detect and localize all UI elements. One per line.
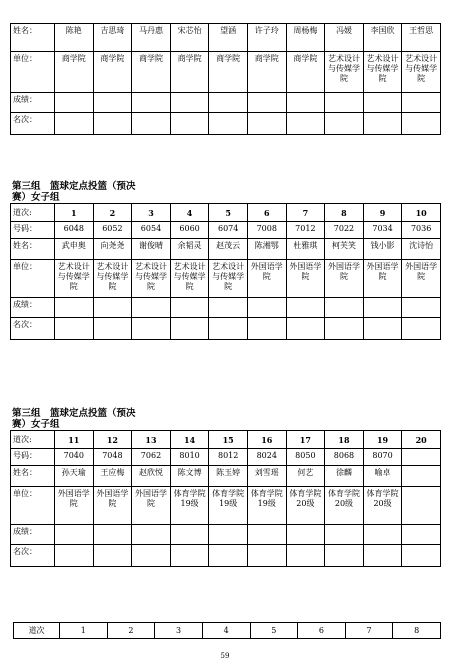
table-cell xyxy=(132,113,171,135)
table-cell xyxy=(55,113,94,135)
table-cell: 艺术设计与传媒学院 xyxy=(209,260,248,298)
table-cell xyxy=(209,93,248,113)
table-row xyxy=(11,318,441,340)
table-cell: 杜雅琪 xyxy=(286,239,325,260)
table-cell xyxy=(247,298,286,318)
table-cell: 何艺 xyxy=(286,466,325,487)
table-cell: 商学院 xyxy=(93,52,132,93)
table-cell: 8068 xyxy=(325,449,364,466)
row-label: 姓名： xyxy=(11,466,55,487)
table-cell xyxy=(325,298,364,318)
table-cell: 艺术设计与传媒学院 xyxy=(402,52,441,93)
table-cell: 陈文博 xyxy=(170,466,209,487)
table-cell xyxy=(402,545,441,567)
table-cell xyxy=(247,525,286,545)
table-cell: 商学院 xyxy=(55,52,94,93)
table-cell: 武申奥 xyxy=(55,239,94,260)
table-cell xyxy=(170,93,209,113)
lane-header-next-table xyxy=(13,622,441,639)
lane-number: 15 xyxy=(209,431,248,449)
table-row xyxy=(11,239,441,260)
table-row xyxy=(11,113,441,135)
table-cell: 6048 xyxy=(55,222,94,239)
table-cell xyxy=(402,466,441,487)
table-cell: 6054 xyxy=(132,222,171,239)
table-cell: 6060 xyxy=(170,222,209,239)
table-row xyxy=(11,525,441,545)
table-cell: 商学院 xyxy=(170,52,209,93)
table-cell xyxy=(93,93,132,113)
table-cell: 8050 xyxy=(286,449,325,466)
row-label: 成绩： xyxy=(11,93,55,113)
table-cell xyxy=(286,113,325,135)
table-cell: 艺术设计与传媒学院 xyxy=(325,52,364,93)
lane-number: 5 xyxy=(250,623,298,639)
lane-number: 3 xyxy=(132,204,171,222)
lane-number: 7 xyxy=(286,204,325,222)
table-cell: 孙天瑜 xyxy=(55,466,94,487)
section-title-group3-b xyxy=(12,408,212,430)
table-row xyxy=(11,260,441,298)
table-cell xyxy=(402,525,441,545)
table-cell: 7036 xyxy=(402,222,441,239)
lane-label: 道次: xyxy=(11,431,55,449)
lane-number: 5 xyxy=(209,204,248,222)
table-cell: 7034 xyxy=(363,222,402,239)
row-label: 姓名： xyxy=(11,24,55,52)
table-cell: 外国语学院 xyxy=(325,260,364,298)
table-cell: 外国语学院 xyxy=(286,260,325,298)
roster-table-lanes-1-10 xyxy=(10,203,441,340)
row-label: 单位： xyxy=(11,260,55,298)
table-cell xyxy=(363,525,402,545)
table-cell xyxy=(209,318,248,340)
table-cell: 7008 xyxy=(247,222,286,239)
table-cell: 许子玲 xyxy=(247,24,286,52)
table-cell: 商学院 xyxy=(209,52,248,93)
table-cell xyxy=(247,113,286,135)
table-cell xyxy=(132,525,171,545)
lane-label: 道次: xyxy=(11,204,55,222)
table-cell: 沈诗怡 xyxy=(402,239,441,260)
row-label: 姓名： xyxy=(11,239,55,260)
lane-number: 3 xyxy=(155,623,203,639)
table-cell: 体育学院19级 xyxy=(247,487,286,525)
lane-label: 道次 xyxy=(14,623,60,639)
table-cell xyxy=(402,487,441,525)
lane-number: 7 xyxy=(345,623,393,639)
table-cell xyxy=(132,545,171,567)
table-cell xyxy=(93,113,132,135)
table-cell: 体育学院20级 xyxy=(325,487,364,525)
table-cell xyxy=(325,93,364,113)
table-cell: 外国语学院 xyxy=(132,487,171,525)
lane-number: 6 xyxy=(247,204,286,222)
table-cell: 艺术设计与传媒学院 xyxy=(55,260,94,298)
table-cell xyxy=(325,545,364,567)
lane-number: 4 xyxy=(170,204,209,222)
table-cell xyxy=(55,545,94,567)
lane-number: 10 xyxy=(402,204,441,222)
table-cell xyxy=(363,113,402,135)
table-cell xyxy=(170,298,209,318)
row-label: 名次： xyxy=(11,545,55,567)
table-cell: 徐麟 xyxy=(325,466,364,487)
table-cell xyxy=(325,525,364,545)
table-cell: 宋芯怡 xyxy=(170,24,209,52)
table-cell: 8070 xyxy=(363,449,402,466)
table-cell: 艺术设计与传媒学院 xyxy=(132,260,171,298)
table-row xyxy=(11,545,441,567)
row-label: 成绩： xyxy=(11,298,55,318)
table-cell xyxy=(55,525,94,545)
table-row xyxy=(11,466,441,487)
table-cell: 艺术设计与传媒学院 xyxy=(170,260,209,298)
table-cell xyxy=(132,93,171,113)
table-cell xyxy=(402,298,441,318)
table-cell xyxy=(286,93,325,113)
table-cell xyxy=(325,318,364,340)
lane-number: 18 xyxy=(325,431,364,449)
table-cell xyxy=(93,545,132,567)
row-label: 单位： xyxy=(11,487,55,525)
table-cell: 望涵 xyxy=(209,24,248,52)
table-cell: 周杨梅 xyxy=(286,24,325,52)
lane-number: 19 xyxy=(363,431,402,449)
table-cell: 7040 xyxy=(55,449,94,466)
table-cell xyxy=(363,93,402,113)
table-cell: 谢俊晴 xyxy=(132,239,171,260)
table-cell xyxy=(363,298,402,318)
lane-number: 9 xyxy=(363,204,402,222)
table-cell: 商学院 xyxy=(132,52,171,93)
table-cell: 钱小影 xyxy=(363,239,402,260)
section-title-line2: 赛）女子组 xyxy=(12,192,60,203)
table-cell: 体育学院20级 xyxy=(286,487,325,525)
table-cell xyxy=(286,545,325,567)
table-cell: 8012 xyxy=(209,449,248,466)
table-cell: 7012 xyxy=(286,222,325,239)
table-cell: 王应梅 xyxy=(93,466,132,487)
table-row xyxy=(11,487,441,525)
lane-number: 8 xyxy=(393,623,441,639)
page-number: 59 xyxy=(220,652,230,660)
table-cell xyxy=(132,318,171,340)
table-cell: 外国语学院 xyxy=(363,260,402,298)
section-title-line1: 第三组 篮球定点投篮（预决 xyxy=(12,408,136,419)
table-row xyxy=(11,52,441,93)
table-cell xyxy=(55,318,94,340)
lane-number: 16 xyxy=(247,431,286,449)
table-cell: 外国语学院 xyxy=(93,487,132,525)
table-cell xyxy=(93,298,132,318)
lane-number: 4 xyxy=(202,623,250,639)
table-cell xyxy=(402,93,441,113)
table-cell xyxy=(286,525,325,545)
section-title-group3-a xyxy=(12,181,212,203)
table-cell xyxy=(55,93,94,113)
table-row xyxy=(11,222,441,239)
table-cell: 赵欣悦 xyxy=(132,466,171,487)
table-cell xyxy=(170,525,209,545)
table-cell: 体育学院20级 xyxy=(363,487,402,525)
table-cell: 李国欣 xyxy=(363,24,402,52)
table-cell xyxy=(93,525,132,545)
table-cell xyxy=(325,113,364,135)
lane-number: 2 xyxy=(93,204,132,222)
lane-number: 1 xyxy=(55,204,94,222)
table-cell xyxy=(93,318,132,340)
table-cell: 余韬灵 xyxy=(170,239,209,260)
table-cell xyxy=(402,113,441,135)
table-cell: 吉思琦 xyxy=(93,24,132,52)
table-cell xyxy=(363,318,402,340)
lane-number: 8 xyxy=(325,204,364,222)
table-cell xyxy=(132,298,171,318)
row-label: 号码： xyxy=(11,449,55,466)
table-cell: 6052 xyxy=(93,222,132,239)
table-cell xyxy=(170,318,209,340)
table-cell: 外国语学院 xyxy=(55,487,94,525)
table-cell: 7048 xyxy=(93,449,132,466)
table-cell xyxy=(55,298,94,318)
table-cell xyxy=(363,545,402,567)
table-cell: 陈玉婷 xyxy=(209,466,248,487)
table-row xyxy=(11,93,441,113)
lane-row xyxy=(11,431,441,449)
table-cell xyxy=(209,525,248,545)
table-cell: 8010 xyxy=(170,449,209,466)
row-label: 单位： xyxy=(11,52,55,93)
lane-number: 1 xyxy=(60,623,108,639)
lane-number: 17 xyxy=(286,431,325,449)
table-cell xyxy=(209,298,248,318)
table-cell xyxy=(286,318,325,340)
table-cell: 体育学院19级 xyxy=(170,487,209,525)
table-cell xyxy=(247,545,286,567)
lane-number: 12 xyxy=(93,431,132,449)
table-row xyxy=(11,24,441,52)
table-cell xyxy=(402,318,441,340)
table-cell: 向尧尧 xyxy=(93,239,132,260)
lane-number: 20 xyxy=(402,431,441,449)
table-row xyxy=(11,298,441,318)
table-cell xyxy=(170,545,209,567)
lane-number: 14 xyxy=(170,431,209,449)
table-cell: 艺术设计与传媒学院 xyxy=(363,52,402,93)
table-cell: 王哲思 xyxy=(402,24,441,52)
table-cell xyxy=(402,449,441,466)
table-row xyxy=(11,449,441,466)
lane-number: 13 xyxy=(132,431,171,449)
table-cell: 赵茂云 xyxy=(209,239,248,260)
table-cell: 7062 xyxy=(132,449,171,466)
section-title-line2: 赛）女子组 xyxy=(12,419,60,430)
table-cell: 7022 xyxy=(325,222,364,239)
table-cell: 柯芙笑 xyxy=(325,239,364,260)
table-cell xyxy=(170,113,209,135)
table-cell: 商学院 xyxy=(286,52,325,93)
table-cell: 6074 xyxy=(209,222,248,239)
row-label: 成绩： xyxy=(11,525,55,545)
section-title-line1: 第三组 篮球定点投篮（预决 xyxy=(12,181,136,192)
table-cell: 体育学院19级 xyxy=(209,487,248,525)
table-cell: 马丹惠 xyxy=(132,24,171,52)
lane-number: 11 xyxy=(55,431,94,449)
table-cell: 8024 xyxy=(247,449,286,466)
table-cell xyxy=(209,545,248,567)
roster-table-lanes-11-20 xyxy=(10,430,441,567)
table-cell: 商学院 xyxy=(247,52,286,93)
lane-number: 2 xyxy=(107,623,155,639)
table-cell: 外国语学院 xyxy=(247,260,286,298)
table-cell: 外国语学院 xyxy=(402,260,441,298)
table-cell: 艺术设计与传媒学院 xyxy=(93,260,132,298)
lane-number: 6 xyxy=(298,623,346,639)
table-cell: 冯媛 xyxy=(325,24,364,52)
table-cell: 刘雪瑶 xyxy=(247,466,286,487)
row-label: 名次： xyxy=(11,318,55,340)
lane-row xyxy=(11,204,441,222)
row-label: 号码： xyxy=(11,222,55,239)
roster-table-continued xyxy=(10,23,441,135)
table-cell xyxy=(209,113,248,135)
table-cell: 喻卓 xyxy=(363,466,402,487)
lane-row xyxy=(14,623,441,639)
table-cell xyxy=(247,93,286,113)
table-cell xyxy=(247,318,286,340)
table-cell: 陈湘鄂 xyxy=(247,239,286,260)
row-label: 名次： xyxy=(11,113,55,135)
table-cell: 陈艳 xyxy=(55,24,94,52)
table-cell xyxy=(286,298,325,318)
